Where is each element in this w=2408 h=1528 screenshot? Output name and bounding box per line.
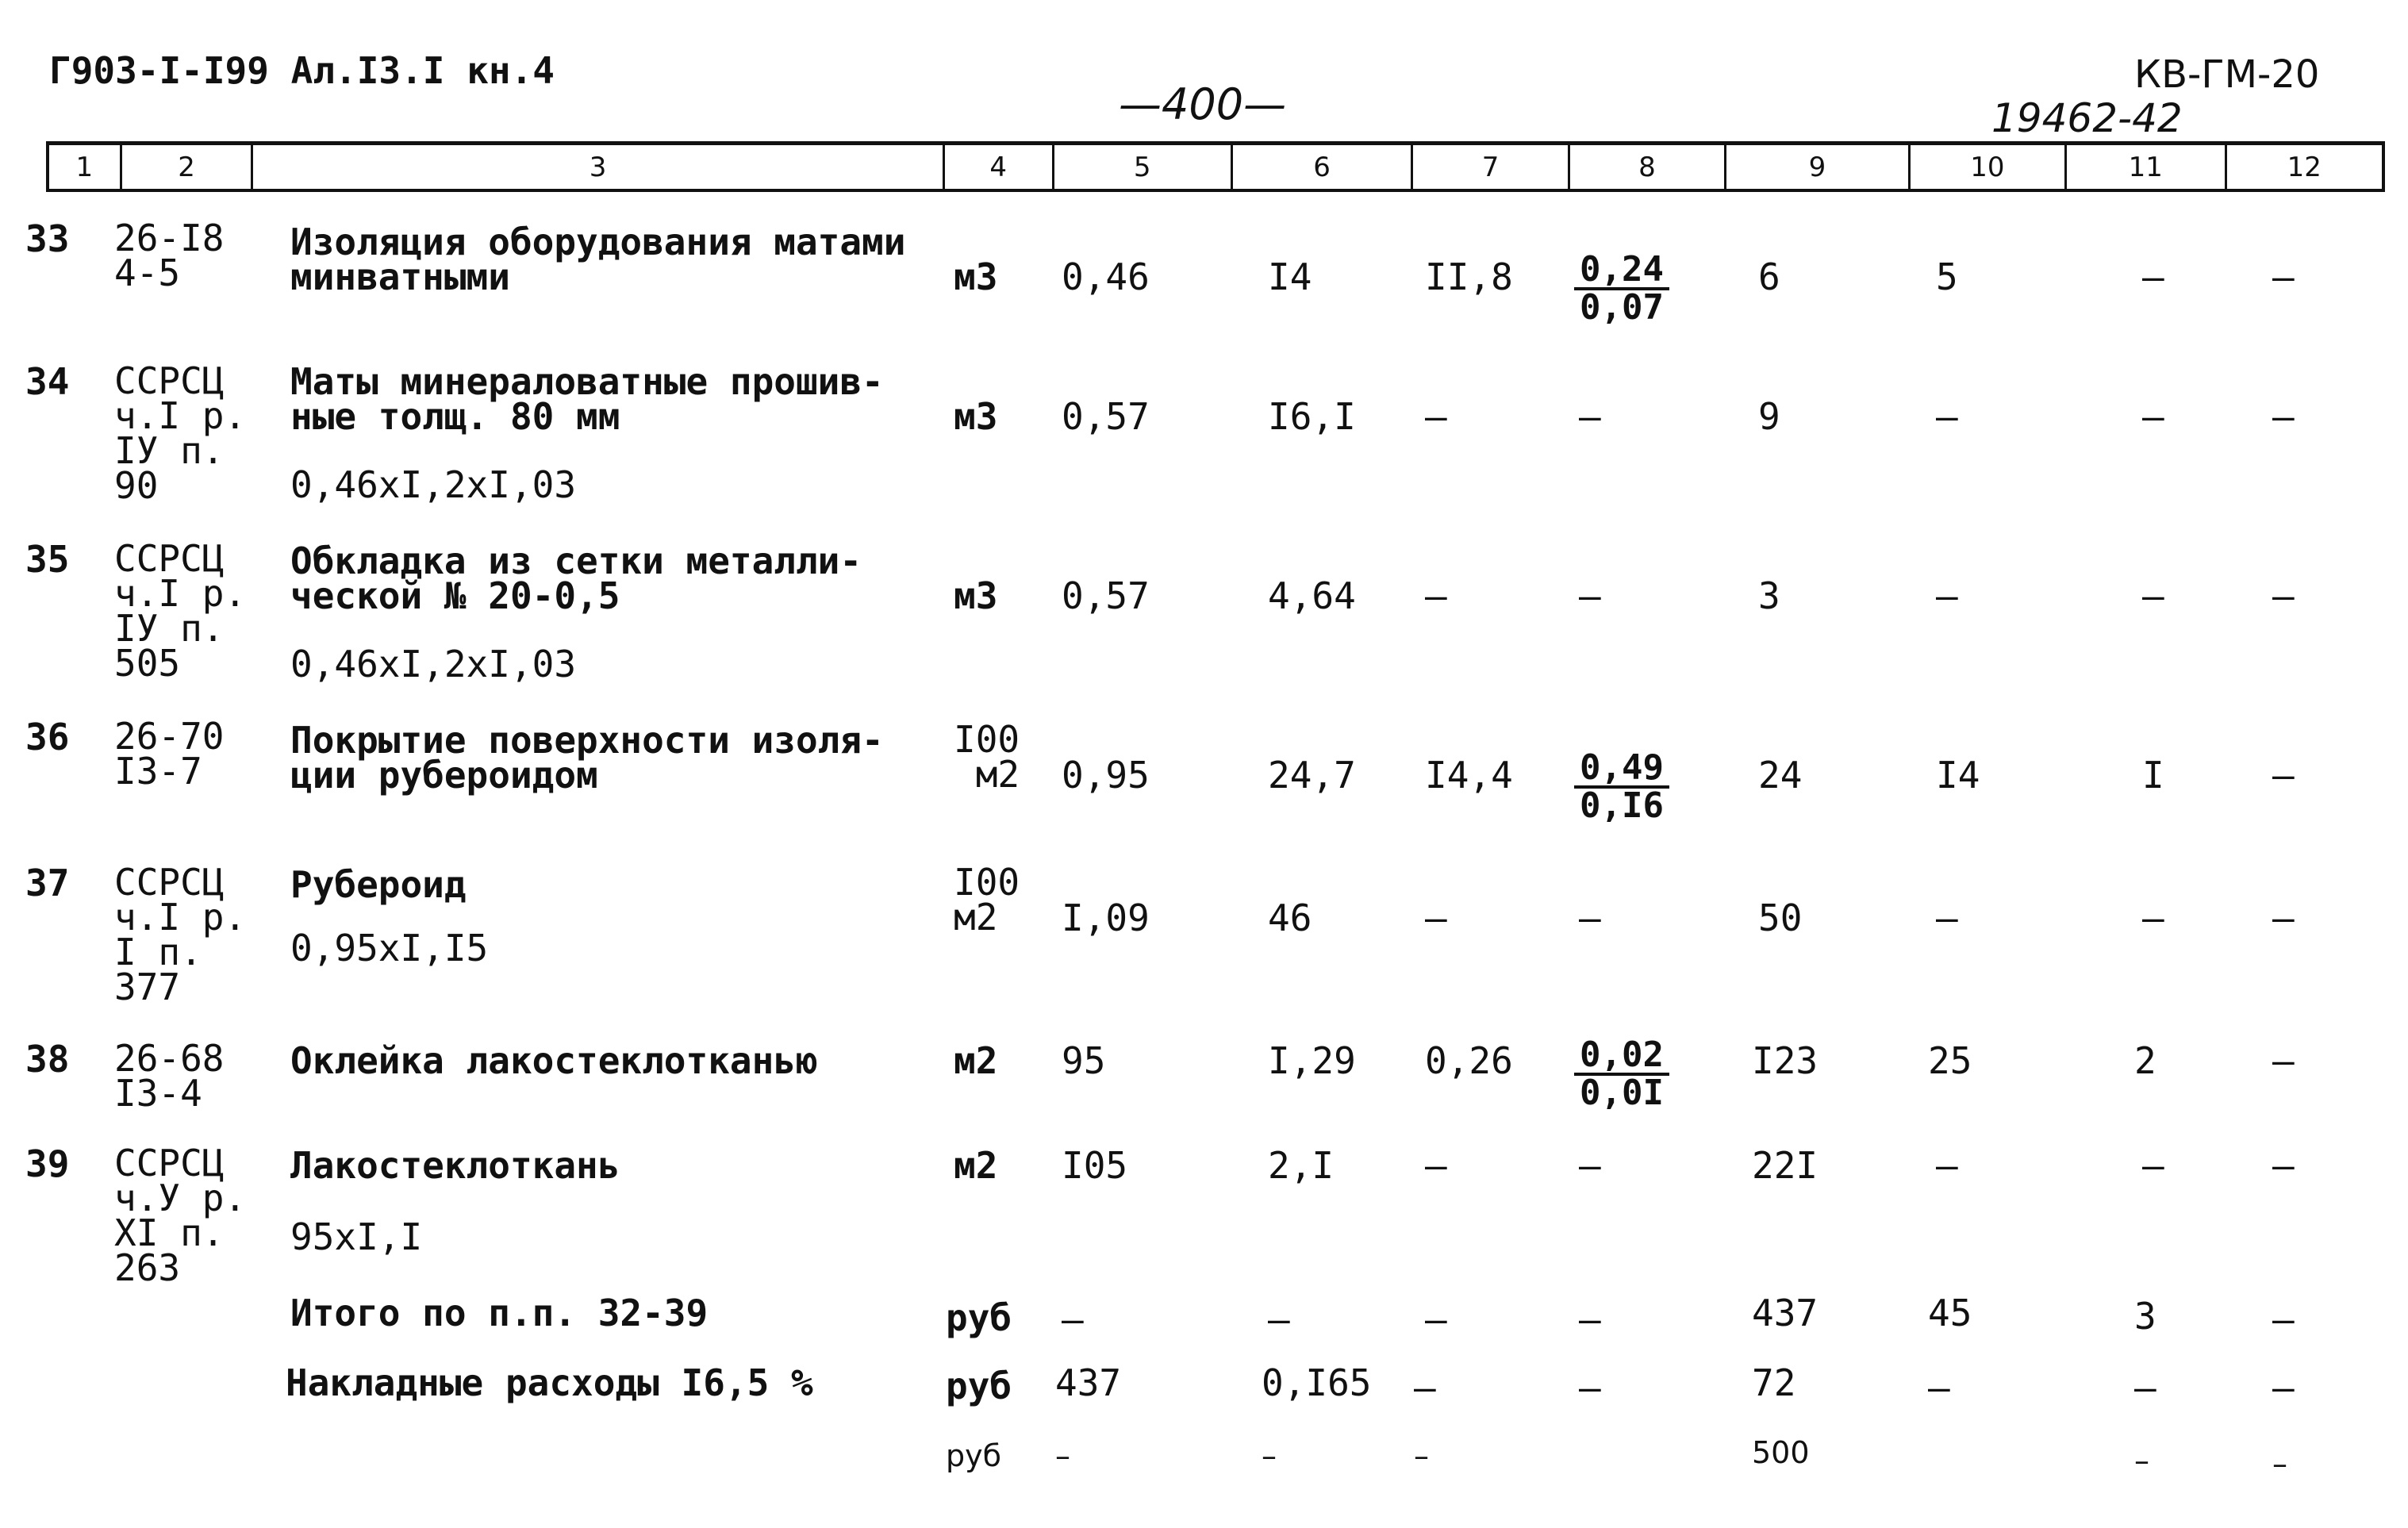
col-12: –	[2272, 1144, 2295, 1187]
unit-wage: 0,26	[1425, 1039, 1513, 1082]
fraction-bottom: 0,0I	[1574, 1073, 1669, 1111]
total-wage: 45	[1928, 1292, 1972, 1334]
machine-cost: –	[1579, 1144, 1601, 1187]
unit-wage: I4,4	[1425, 754, 1513, 797]
work-description: Рубероид	[290, 863, 467, 906]
col-12: –	[2272, 1446, 2287, 1481]
col-head: 10	[1911, 145, 2067, 189]
machine-cost: –	[1579, 896, 1601, 939]
work-description: Покрытие поверхности изоля-	[290, 719, 884, 762]
quantity: –	[1055, 1438, 1070, 1473]
quantity: 0,95	[1062, 754, 1150, 797]
total-wage: –	[1928, 1366, 1950, 1409]
machine-cost-fraction	[1574, 249, 1669, 328]
unit: I00 м2	[954, 861, 1020, 939]
machine-cost: –	[1579, 1298, 1601, 1341]
norm-code: ССРСЦ ч.У р. XI п. 263	[114, 1142, 247, 1289]
totals-label: Итого по п.п. 32-39	[290, 1292, 709, 1334]
fraction-bottom: 0,07	[1574, 287, 1669, 325]
col-11: I	[2142, 754, 2164, 797]
work-description: Маты минераловатные прошив-	[290, 360, 884, 403]
unit-wage: –	[1425, 395, 1447, 438]
total-cost: 22I	[1752, 1144, 1818, 1187]
col-11: –	[2134, 1443, 2149, 1478]
col-head: 4	[945, 145, 1054, 189]
col-11: –	[2142, 255, 2164, 298]
overhead-label: Накладные расходы I6,5 %	[286, 1361, 813, 1404]
work-description: минватными	[290, 255, 510, 298]
norm-code: ССРСЦ ч.I р. IУ п. 505	[114, 537, 247, 685]
total-wage: 5	[1936, 255, 1958, 298]
total-cost: 9	[1758, 395, 1780, 438]
unit-wage: –	[1425, 896, 1447, 939]
unit: руб	[946, 1296, 1012, 1339]
machine-cost: –	[1579, 574, 1601, 617]
col-11: –	[2142, 574, 2164, 617]
total-cost: 437	[1752, 1292, 1818, 1334]
quantity: 0,46	[1062, 255, 1150, 298]
calculation: 0,95хI,I5	[290, 927, 489, 969]
col-12: –	[2272, 1366, 2295, 1409]
work-description: Лакостеклоткань	[290, 1144, 620, 1187]
machine-cost: –	[1579, 1366, 1601, 1409]
row-number: 36	[25, 716, 70, 758]
total-wage: –	[1936, 395, 1958, 438]
unit: м3	[954, 255, 998, 298]
col-head: 8	[1570, 145, 1726, 189]
col-head: 7	[1413, 145, 1569, 189]
col-head: 3	[253, 145, 945, 189]
machine-cost: –	[1579, 395, 1601, 438]
norm-code: ССРСЦ ч.I р. I п. 377	[114, 861, 247, 1008]
col-head: 6	[1233, 145, 1413, 189]
col-12: –	[2272, 754, 2295, 797]
total-cost: 500	[1752, 1435, 1810, 1470]
unit-wage: –	[1425, 1298, 1447, 1341]
unit-cost: –	[1262, 1438, 1277, 1473]
work-description: ческой № 20-0,5	[290, 574, 620, 617]
unit-wage: –	[1414, 1438, 1429, 1473]
unit: руб	[946, 1365, 1012, 1407]
norm-code: 26-68 I3-4	[114, 1037, 225, 1115]
col-12: –	[2272, 395, 2295, 438]
row-number: 39	[25, 1142, 70, 1185]
norm-code: ССРСЦ ч.I р. IУ п. 90	[114, 359, 247, 507]
unit-wage: –	[1414, 1366, 1436, 1409]
col-11: –	[2142, 896, 2164, 939]
total-wage: –	[1936, 1144, 1958, 1187]
quantity: I05	[1062, 1144, 1128, 1187]
unit: руб	[946, 1438, 1002, 1473]
col-head: 11	[2067, 145, 2226, 189]
quantity: 0,57	[1062, 395, 1150, 438]
quantity: –	[1062, 1298, 1084, 1341]
row-number: 34	[25, 360, 70, 403]
total-cost: 24	[1758, 754, 1803, 797]
work-description: ные толщ. 80 мм	[290, 395, 620, 438]
machine-cost-fraction	[1574, 747, 1669, 826]
fraction-top: 0,02	[1580, 1035, 1664, 1075]
row-number: 38	[25, 1038, 70, 1081]
col-head: 9	[1726, 145, 1910, 189]
quantity: 437	[1055, 1361, 1122, 1404]
total-wage: –	[1936, 574, 1958, 617]
unit-cost: I4	[1268, 255, 1312, 298]
doc-code: Г903-I-I99 Ал.I3.I кн.4	[49, 49, 555, 92]
row-number: 33	[25, 217, 70, 260]
col-head: 12	[2287, 151, 2322, 183]
quantity: I,09	[1062, 896, 1150, 939]
row-number: 37	[25, 862, 70, 904]
quantity: 0,57	[1062, 574, 1150, 617]
total-wage: –	[1936, 896, 1958, 939]
unit-cost: 0,I65	[1262, 1361, 1372, 1404]
col-11: 2	[2134, 1039, 2156, 1082]
page-number: —400—	[1119, 79, 1287, 129]
sheet-code: КВ-ГМ-20	[2134, 52, 2320, 97]
unit-cost: I6,I	[1268, 395, 1356, 438]
work-description: Изоляция оборудования матами	[290, 221, 906, 263]
unit-cost: I,29	[1268, 1039, 1356, 1082]
work-description: Оклейка лакостеклотканью	[290, 1039, 818, 1082]
unit-cost: 24,7	[1268, 754, 1356, 797]
col-head: 5	[1054, 145, 1233, 189]
row-number: 35	[25, 538, 70, 581]
col-12: –	[2272, 574, 2295, 617]
col-12: –	[2272, 896, 2295, 939]
total-cost: I23	[1752, 1039, 1818, 1082]
col-11: –	[2134, 1366, 2156, 1409]
unit: м3	[954, 395, 998, 438]
calculation: 0,46хI,2хI,03	[290, 643, 577, 685]
total-cost: 6	[1758, 255, 1780, 298]
total-cost: 50	[1758, 896, 1803, 939]
unit-cost: –	[1268, 1298, 1290, 1341]
machine-cost-fraction	[1574, 1035, 1669, 1113]
unit-wage: II,8	[1425, 255, 1513, 298]
col-11: –	[2142, 1144, 2164, 1187]
norm-code: 26-I8 4-5	[114, 217, 225, 294]
col-12: –	[2272, 1298, 2295, 1341]
fraction-top: 0,49	[1580, 747, 1664, 788]
total-cost: 72	[1752, 1361, 1796, 1404]
fraction-bottom: 0,I6	[1574, 785, 1669, 824]
total-cost: 3	[1758, 574, 1780, 617]
total-wage: I4	[1936, 754, 1980, 797]
calculation: 0,46хI,2хI,03	[290, 463, 577, 506]
unit-cost: 2,I	[1268, 1144, 1335, 1187]
column-number-bar	[46, 141, 2385, 192]
work-description: ции рубероидом	[290, 754, 598, 797]
total-wage: 25	[1928, 1039, 1972, 1082]
col-head: 1	[49, 145, 122, 189]
col-12: –	[2272, 255, 2295, 298]
unit-cost: 46	[1268, 896, 1312, 939]
quantity: 95	[1062, 1039, 1106, 1082]
unit: м3	[954, 574, 998, 617]
unit-wage: –	[1425, 1144, 1447, 1187]
calculation: 95хI,I	[290, 1215, 423, 1258]
unit-wage: –	[1425, 574, 1447, 617]
unit: I00 м2	[954, 718, 1020, 796]
col-12: –	[2272, 1039, 2295, 1082]
unit: м2	[954, 1144, 998, 1187]
col-head: 2	[122, 145, 254, 189]
norm-code: 26-70 I3-7	[114, 715, 225, 793]
unit: м2	[954, 1039, 998, 1082]
fraction-top: 0,24	[1580, 249, 1664, 290]
col-11: 3	[2134, 1295, 2156, 1338]
work-description: Обкладка из сетки металли-	[290, 539, 862, 582]
handwritten-number: 19462-42	[1991, 95, 2183, 141]
col-11: –	[2142, 395, 2164, 438]
unit-cost: 4,64	[1268, 574, 1356, 617]
